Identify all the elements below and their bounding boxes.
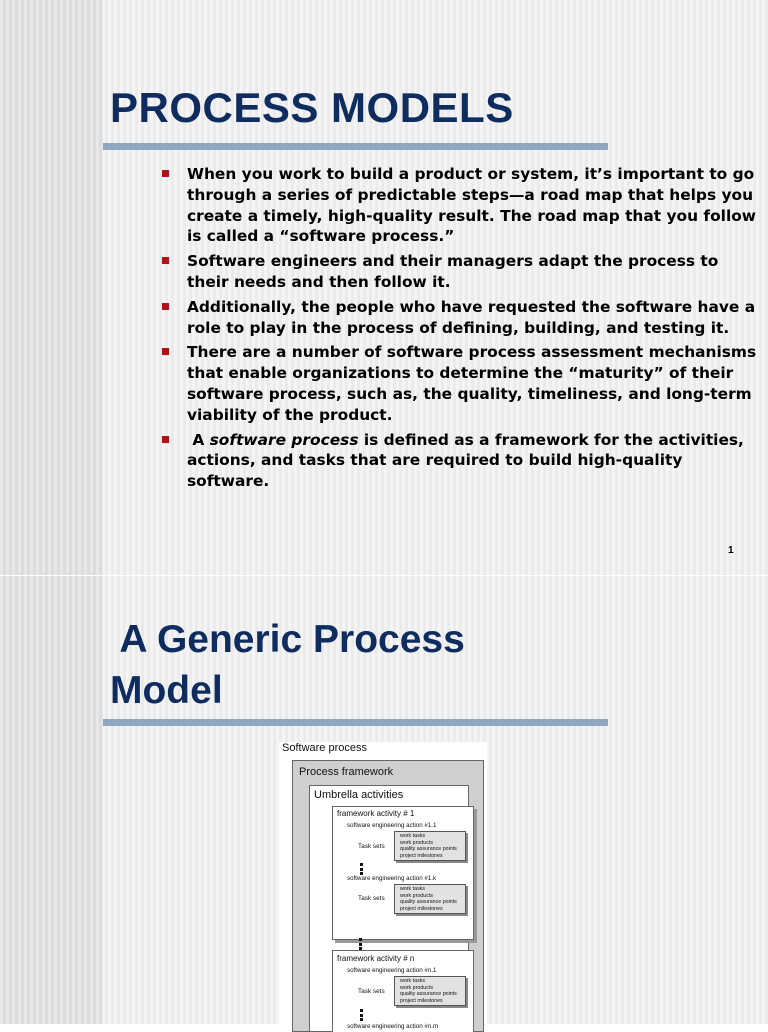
- task-item: work products: [400, 984, 433, 991]
- action-n-1-label: software engineering action #n.1: [347, 967, 437, 974]
- action-1-1-label: software engineering action #1.1: [347, 822, 437, 829]
- task-sets-label: Task sets: [358, 895, 385, 902]
- framework-activity-1-label: framework activity # 1: [337, 809, 415, 818]
- task-item: quality assurance points: [400, 846, 457, 853]
- task-item: work tasks: [400, 886, 426, 892]
- title-underline: [103, 143, 608, 150]
- bullet-square-icon: [162, 257, 169, 264]
- bullet-text: When you work to build a product or system, it’s important to go through a series of predictable steps—a road map that helps you create a timely, high-quality result. The road map that you follow is called a “software process.”: [187, 165, 757, 246]
- slide-title: PROCESS MODELS: [110, 84, 514, 131]
- process-framework-diagram: [279, 742, 487, 1032]
- slide-generic-process-model: [0, 576, 768, 1030]
- task-item: work products: [400, 892, 433, 899]
- action-1-k-label: software engineering action #1.k: [347, 875, 437, 882]
- title-underline: [103, 719, 608, 726]
- bullet-text-prefix: A: [187, 430, 210, 449]
- task-item: work tasks: [400, 978, 426, 984]
- task-set-box: [394, 976, 466, 1006]
- bullet-square-icon: [162, 303, 169, 310]
- task-sets-label: Task sets: [358, 843, 385, 850]
- bullet-square-icon: [162, 436, 169, 443]
- task-set-box: [394, 884, 466, 914]
- task-item: quality assurance points: [400, 991, 457, 998]
- framework-activity-n-box: [332, 950, 474, 1032]
- slide-title-line-2: Model: [110, 669, 223, 712]
- bullet-list: [160, 164, 760, 496]
- slide-left-stripe: [0, 576, 103, 1024]
- umbrella-activities-label: Umbrella activities: [314, 789, 404, 801]
- bullet-text: Software engineers and their managers adapt the process to their needs and then follow it.: [187, 252, 719, 291]
- bullet-item: [160, 430, 760, 492]
- bullet-item: [160, 251, 760, 293]
- bullet-text: Additionally, the people who have requested the software have a role to play in the process of defining, building, and testing it.: [187, 297, 756, 337]
- slide-title-line-1: A Generic Process: [110, 618, 465, 661]
- task-item: work products: [400, 839, 433, 846]
- task-item: project milestones: [400, 852, 443, 859]
- framework-activity-n-label: framework activity # n: [337, 954, 415, 963]
- bullet-text-suffix: is defined as a framework for the activities, actions, and tasks that are required to build high-quality software.: [187, 430, 744, 491]
- bullet-square-icon: [162, 170, 169, 177]
- slide-left-stripe: [0, 0, 103, 575]
- page-number: 1: [728, 545, 734, 556]
- process-framework-label: Process framework: [299, 766, 394, 778]
- action-n-m-label: software engineering action #n.m: [347, 1023, 439, 1030]
- bullet-emphasis: software process: [209, 430, 359, 449]
- framework-activity-1-box: [332, 806, 474, 940]
- task-item: project milestones: [400, 997, 443, 1004]
- ellipsis-icon: [360, 1009, 363, 1023]
- software-process-label: Software process: [282, 742, 367, 754]
- bullet-text: There are a number of software process assessment mechanisms that enable organizations to determine the “maturity” of their software process, such as, the quality, timeliness, and long-term viability of the product.: [187, 343, 757, 424]
- task-item: quality assurance points: [400, 899, 457, 906]
- task-item: project milestones: [400, 905, 443, 912]
- bullet-item: [160, 342, 760, 425]
- bullet-square-icon: [162, 348, 169, 355]
- task-set-box: [394, 831, 466, 861]
- task-item: work tasks: [400, 833, 426, 839]
- slide-title: [110, 614, 465, 716]
- bullet-item: [160, 297, 760, 339]
- task-sets-label: Task sets: [358, 988, 385, 995]
- bullet-item: [160, 164, 760, 247]
